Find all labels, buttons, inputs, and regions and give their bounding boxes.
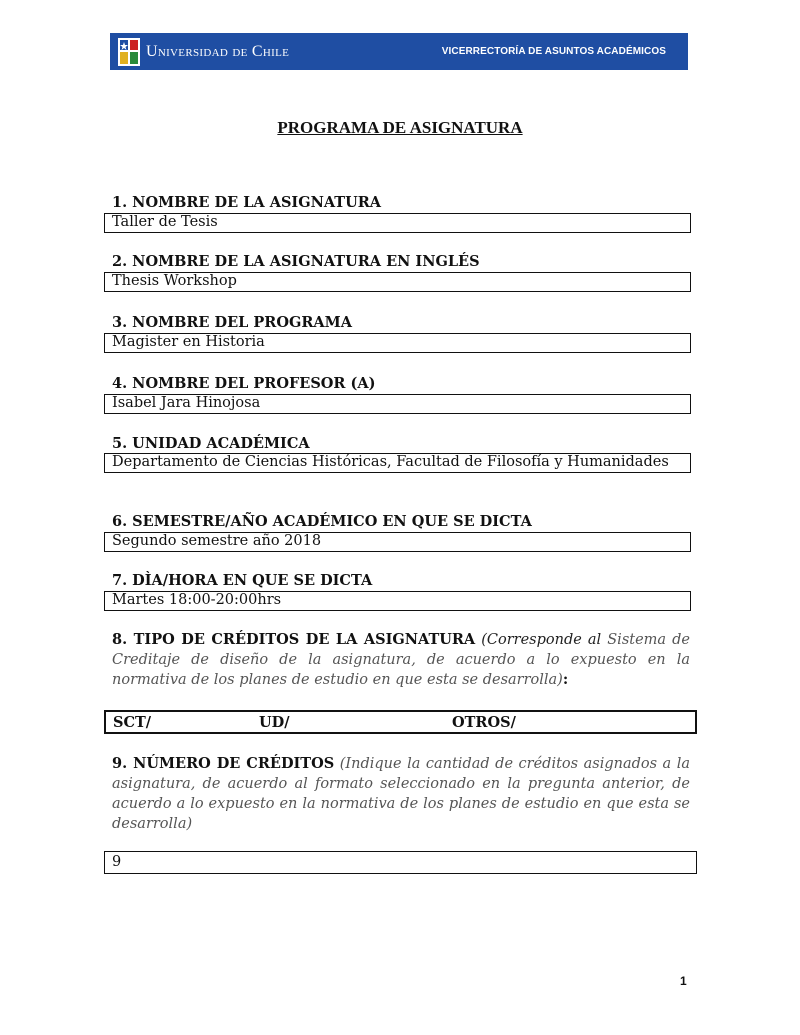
- vicerrectoria-label: VICERRECTORÍA DE ASUNTOS ACADÉMICOS: [441, 46, 666, 57]
- section-4-heading: 4. NOMBRE DEL PROFESOR (A): [112, 375, 376, 392]
- credit-number-box: 9: [104, 851, 697, 874]
- section-2-value: Thesis Workshop: [104, 272, 691, 292]
- section-7-heading: 7. DÌA/HORA EN QUE SE DICTA: [112, 572, 373, 589]
- section-2-heading: 2. NOMBRE DE LA ASIGNATURA EN INGLÉS: [112, 253, 480, 270]
- section-1-heading: 1. NOMBRE DE LA ASIGNATURA: [112, 194, 382, 211]
- section-8-paragraph: [112, 630, 690, 690]
- section-6-value: Segundo semestre año 2018: [104, 532, 691, 552]
- section-9-paragraph: [112, 754, 690, 834]
- section-5-heading: 5. UNIDAD ACADÉMICA: [112, 435, 310, 452]
- credit-option-otros: OTROS/: [452, 714, 516, 731]
- header-banner: [110, 33, 688, 70]
- credit-type-box: [104, 710, 697, 734]
- credit-option-sct: SCT/: [113, 714, 152, 731]
- section-4-value: Isabel Jara Hinojosa: [104, 394, 691, 414]
- section-3-value: Magister en Historia: [104, 333, 691, 353]
- section-9-note: (Indique la cantidad de créditos asignados a la asignatura, de acuerdo al formato seleccionado en la pregunta anterior, de acuerdo a lo expuesto en la normativa de los planes de estudio en que esta se desarrolla): [112, 756, 691, 832]
- university-brand: [118, 38, 289, 66]
- section-8-colon: :: [562, 671, 569, 688]
- section-5-value: Departamento de Ciencias Históricas, Facultad de Filosofía y Humanidades: [104, 453, 691, 473]
- section-1-value: Taller de Tesis: [104, 213, 691, 233]
- university-name: Universidad de Chile: [146, 42, 290, 60]
- section-6-heading: 6. SEMESTRE/AÑO ACADÉMICO EN QUE SE DICTA: [112, 513, 532, 530]
- section-8-note-part1: (Corresponde al: [481, 632, 602, 648]
- section-7-value: Martes 18:00-20:00hrs: [104, 591, 691, 611]
- page-title: PROGRAMA DE ASIGNATURA: [277, 118, 523, 137]
- section-3-heading: 3. NOMBRE DEL PROGRAMA: [112, 314, 352, 331]
- section-9-heading: 9. NÚMERO DE CRÉDITOS: [112, 755, 335, 772]
- credit-option-ud: UD/: [259, 714, 290, 731]
- section-8-heading: 8. TIPO DE CRÉDITOS DE LA ASIGNATURA: [112, 631, 476, 648]
- section-8-note-part2: Sistema de Creditaje de diseño de la asignatura, de acuerdo a lo expuesto en la normativa de los planes de estudio en que esta se desarrolla): [112, 632, 690, 688]
- page-number: 1: [680, 974, 687, 988]
- university-crest-icon: [118, 38, 140, 66]
